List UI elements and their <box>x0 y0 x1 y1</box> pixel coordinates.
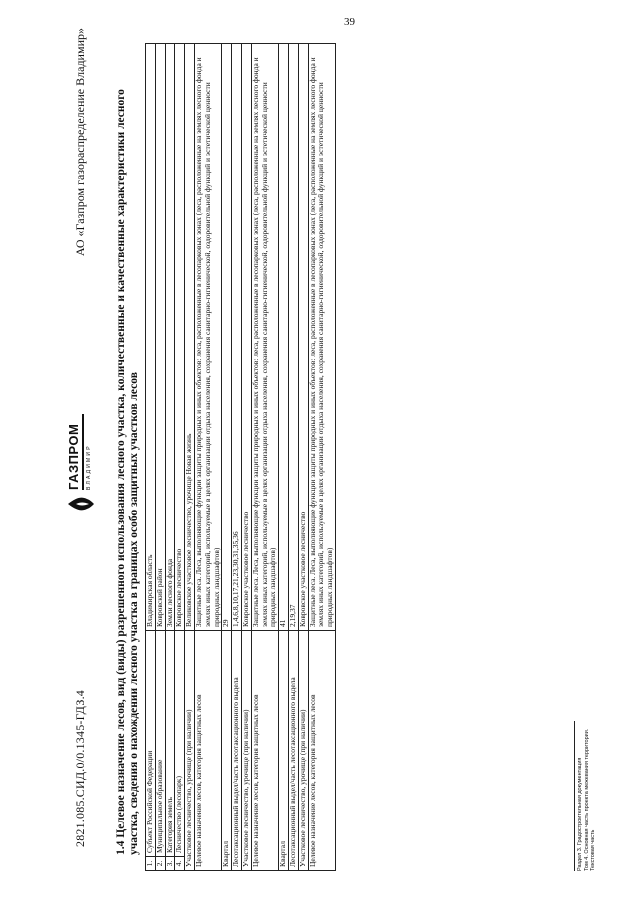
row-value: 29 <box>222 44 232 631</box>
row-number: 1. <box>146 857 156 871</box>
row-value: 1,4,6,8,10,17,21,23,30,31,35,36 <box>232 44 242 631</box>
table-row <box>146 44 156 871</box>
row-label: Участковое лесничество, урочище (при наличии) <box>185 631 195 871</box>
table-row <box>194 44 221 871</box>
footer-line: Том 4. Основная часть проекта межевания территории. <box>583 728 590 871</box>
table-row <box>241 44 251 871</box>
document-code: 2821.085.СИД.0/0.1345-ГДЗ.4 <box>73 690 87 847</box>
table-row <box>279 44 289 871</box>
forest-info-table <box>145 43 336 871</box>
table-row <box>251 44 278 871</box>
row-number: 2. <box>155 857 165 871</box>
flame-icon <box>67 493 95 515</box>
table-row <box>165 44 175 871</box>
rotated-document-page <box>65 22 605 877</box>
row-label: Лесотаксационный выдел/часть лесотаксационного выдела <box>288 631 298 871</box>
row-label: Квартал <box>222 631 232 871</box>
row-label: Участковое лесничество, урочище (при наличии) <box>241 631 251 871</box>
row-value: Ковровский район <box>155 44 165 631</box>
row-label: Целевое назначение лесов, категория защитных лесов <box>308 631 335 871</box>
table-row <box>288 44 298 871</box>
row-label: Квартал <box>279 631 289 871</box>
company-name: АО «Газпром газораспределение Владимир» <box>73 28 87 257</box>
row-value: 2,19,37 <box>288 44 298 631</box>
table-row <box>155 44 165 871</box>
footer-line: Текстовая часть <box>590 829 596 871</box>
row-label: Лесничество (лесопарк) <box>175 631 185 857</box>
logo-subtitle: ВЛАДИМИР <box>86 444 92 490</box>
row-value: Великовское участковое лесничество, урочище Новая жизнь <box>185 44 195 631</box>
table-row <box>308 44 335 871</box>
page-number: 39 <box>344 16 355 28</box>
row-value: Защитные леса. Леса, выполняющие функции защиты природных и иных объектов: леса, расположенные в лесопарковых зонах (леса, расположенные на землях лесного фонда и землях иных категорий, используемые в целях организации отдыха населения, сохранения санитарно-гигиенической, оздоровительной функций и эстетической ценности природных ландшафтов) <box>251 44 278 631</box>
table-row <box>185 44 195 871</box>
row-label: Целевое назначение лесов, категория защитных лесов <box>194 631 221 871</box>
logo-divider <box>82 414 84 490</box>
row-value: Земли лесного фонда <box>165 44 175 631</box>
section-title: 1.4 Целевое назначение лесов, вид (виды) разрешенного использования лесного участка, количественные и качественные характеристики лесного участка, сведения о нахождении лесного участка в границах особо защитных участков лесов <box>115 89 140 855</box>
row-value: Ковровское участковое лесничество <box>298 44 308 631</box>
row-label: Муниципальное образование <box>155 631 165 857</box>
row-value: Ковровское лесничество <box>175 44 185 631</box>
gazprom-logo <box>65 407 99 515</box>
row-value: Владимирская область <box>146 44 156 631</box>
row-value: Защитные леса. Леса, выполняющие функции защиты природных и иных объектов: леса, расположенные в лесопарковых зонах (леса, расположенные на землях лесного фонда и землях иных категорий, используемые в целях организации отдыха населения, сохранения санитарно-гигиенической, оздоровительной функций и эстетической ценности природных ландшафтов) <box>308 44 335 631</box>
row-label: Целевое назначение лесов, категория защитных лесов <box>251 631 278 871</box>
row-number: 4. <box>175 857 185 871</box>
row-value: Ковровское участковое лесничество <box>241 44 251 631</box>
row-value: 41 <box>279 44 289 631</box>
row-label: Субъект Российской Федерации <box>146 631 156 857</box>
row-label: Лесотаксационный выдел/часть лесотаксационного выдела <box>232 631 242 871</box>
table-row <box>298 44 308 871</box>
row-number: 3. <box>165 857 175 871</box>
logo-wordmark: ГАЗПРОМ <box>66 423 81 490</box>
row-label: Категория земель <box>165 631 175 857</box>
footer-rule <box>574 721 575 871</box>
table-row <box>232 44 242 871</box>
footer-line: Раздел 3. Градостроительная документация <box>577 757 583 871</box>
page-footer <box>574 721 597 871</box>
row-value: Защитные леса. Леса, выполняющие функции защиты природных и иных объектов: леса, расположенные в лесопарковых зонах (леса, расположенные на землях лесного фонда и землях иных категорий, используемые в целях организации отдыха населения, сохранения санитарно-гигиенической, оздоровительной функций и эстетической ценности природных ландшафтов) <box>194 44 221 631</box>
row-label: Участковое лесничество, урочище (при наличии) <box>298 631 308 871</box>
